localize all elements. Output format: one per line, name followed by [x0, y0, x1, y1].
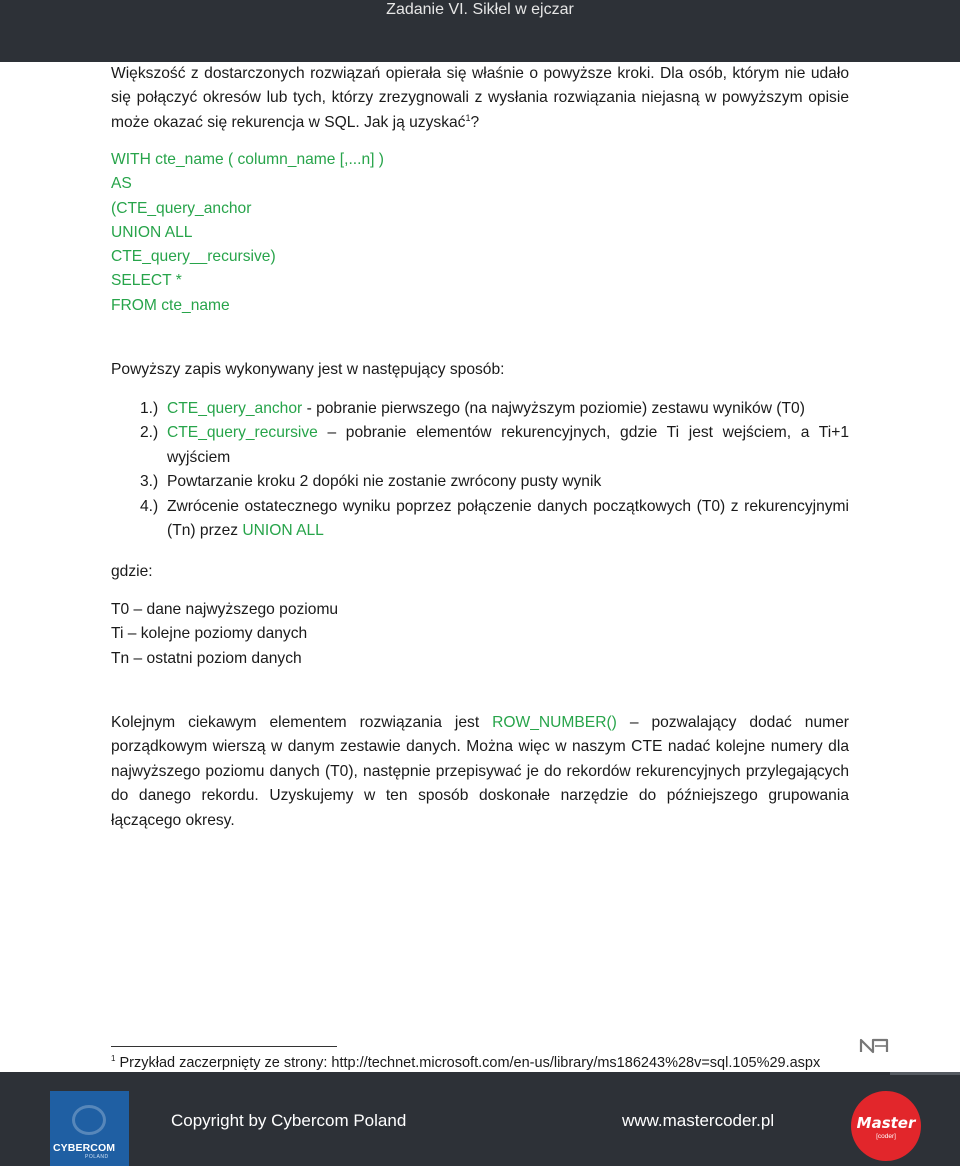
- step-code: CTE_query_anchor: [167, 400, 303, 417]
- cybercom-emblem-icon: [72, 1105, 106, 1135]
- execution-intro: Powyższy zapis wykonywany jest w następujący sposób:: [111, 361, 505, 378]
- step-number: 2.): [140, 424, 159, 442]
- definition-item: Ti – kolejne poziomy danych: [111, 625, 308, 643]
- para2-text: – pozwalający dodać numer porządkowym wierszą w danym zestawie danych. Można więc w naszym CTE nadać kolejne numery dla najwyższego poziomu danych (T0), następnie przepisywać je do rekordów rekurencyjnych przylegających do danego rekordu. Uzyskujemy w ten sposób doskonałe narzędzie do późniejszego grupowania łączącego okresy.: [111, 714, 849, 829]
- step-code: CTE_query_recursive: [167, 424, 318, 442]
- step-text: [167, 397, 849, 421]
- step-description: – pobranie elementów rekurencyjnych, gdzie Ti jest wejściem, a Ti+1 wyjściem: [167, 424, 849, 466]
- list-item: [140, 495, 849, 544]
- footnote-divider: [111, 1046, 337, 1047]
- step-code: UNION ALL: [242, 522, 324, 540]
- code-line: (CTE_query_anchor: [111, 199, 252, 217]
- cybercom-logo-text: CYBERCOM: [53, 1142, 116, 1154]
- step-text: Powtarzanie kroku 2 dopóki nie zostanie zwrócony pusty wynik: [167, 473, 602, 491]
- intro-text: Większość z dostarczonych rozwiązań opierała się właśnie o powyższe kroki. Dla osób, którym nie udało się połączyć okresów lub tych, którzy zrezygnowali z wysłania rozwiązania niejasną w powyższym opisie może okazać się rekurencja w SQL. Jak ją uzyskać: [111, 65, 849, 131]
- code-line: FROM cte_name: [111, 296, 230, 314]
- page-footer: [0, 1072, 960, 1166]
- list-item: [140, 421, 849, 470]
- step-description: Zwrócenie ostatecznego wyniku poprzez połączenie danych początkowych (T0) z rekurencyjnymi (Tn) przez: [167, 497, 849, 540]
- code-line: UNION ALL: [111, 223, 193, 241]
- footnote-number: 1: [111, 1054, 116, 1064]
- definition-item: T0 – dane najwyższego poziomu: [111, 601, 339, 618]
- footer-accent: [890, 1072, 960, 1075]
- code-line: CTE_query__recursive): [111, 248, 276, 266]
- steps-list: [140, 397, 849, 543]
- code-line: SELECT *: [111, 272, 182, 290]
- intro-paragraph: [111, 62, 849, 135]
- list-item: [140, 470, 849, 494]
- sql-code-block: [111, 148, 849, 318]
- page-title: Zadanie VI. Sikłel w ejczar: [386, 1, 574, 18]
- footnote: [111, 1052, 820, 1074]
- mastercoder-logo: [851, 1091, 921, 1161]
- step-number: 3.): [140, 473, 159, 491]
- para2-text: Kolejnym ciekawym elementem rozwiązania jest: [111, 714, 493, 731]
- code-line: WITH cte_name ( column_name [,...n] ): [111, 151, 384, 168]
- step-text: [167, 421, 849, 470]
- intro-end: ?: [470, 113, 480, 131]
- footnote-text[interactable]: Przykład zaczerpnięty ze strony: http://technet.microsoft.com/en-us/library/ms186243%28v=sql.105%29.aspx: [115, 1055, 821, 1071]
- step-text: [167, 495, 849, 544]
- mastercoder-logo-subtext: [coder]: [876, 1133, 896, 1140]
- mastercoder-logo-text: Master: [856, 1114, 916, 1132]
- cybercom-logo-subtext: POLAND: [85, 1154, 109, 1160]
- where-label: gdzie:: [111, 563, 153, 580]
- website-link[interactable]: www.mastercoder.pl: [622, 1111, 775, 1130]
- step-number: 1.): [140, 400, 159, 417]
- copyright-text: Copyright by Cybercom Poland: [171, 1111, 407, 1130]
- definitions-list: [111, 598, 338, 671]
- code-line: AS: [111, 175, 132, 193]
- step-number: 4.): [140, 497, 159, 515]
- list-item: [140, 397, 849, 421]
- definition-item: Tn – ostatni poziom danych: [111, 649, 302, 667]
- row-number-code: ROW_NUMBER(): [492, 714, 617, 731]
- step-description: - pobranie pierwszego (na najwyższym poziomie) zestawu wyników (T0): [302, 400, 805, 417]
- page-header: [0, 0, 960, 62]
- footnote-reference[interactable]: 1: [465, 112, 471, 123]
- cybercom-logo: [50, 1091, 129, 1166]
- row-number-paragraph: [111, 711, 849, 833]
- mastercoder-mark-icon: [859, 1036, 889, 1056]
